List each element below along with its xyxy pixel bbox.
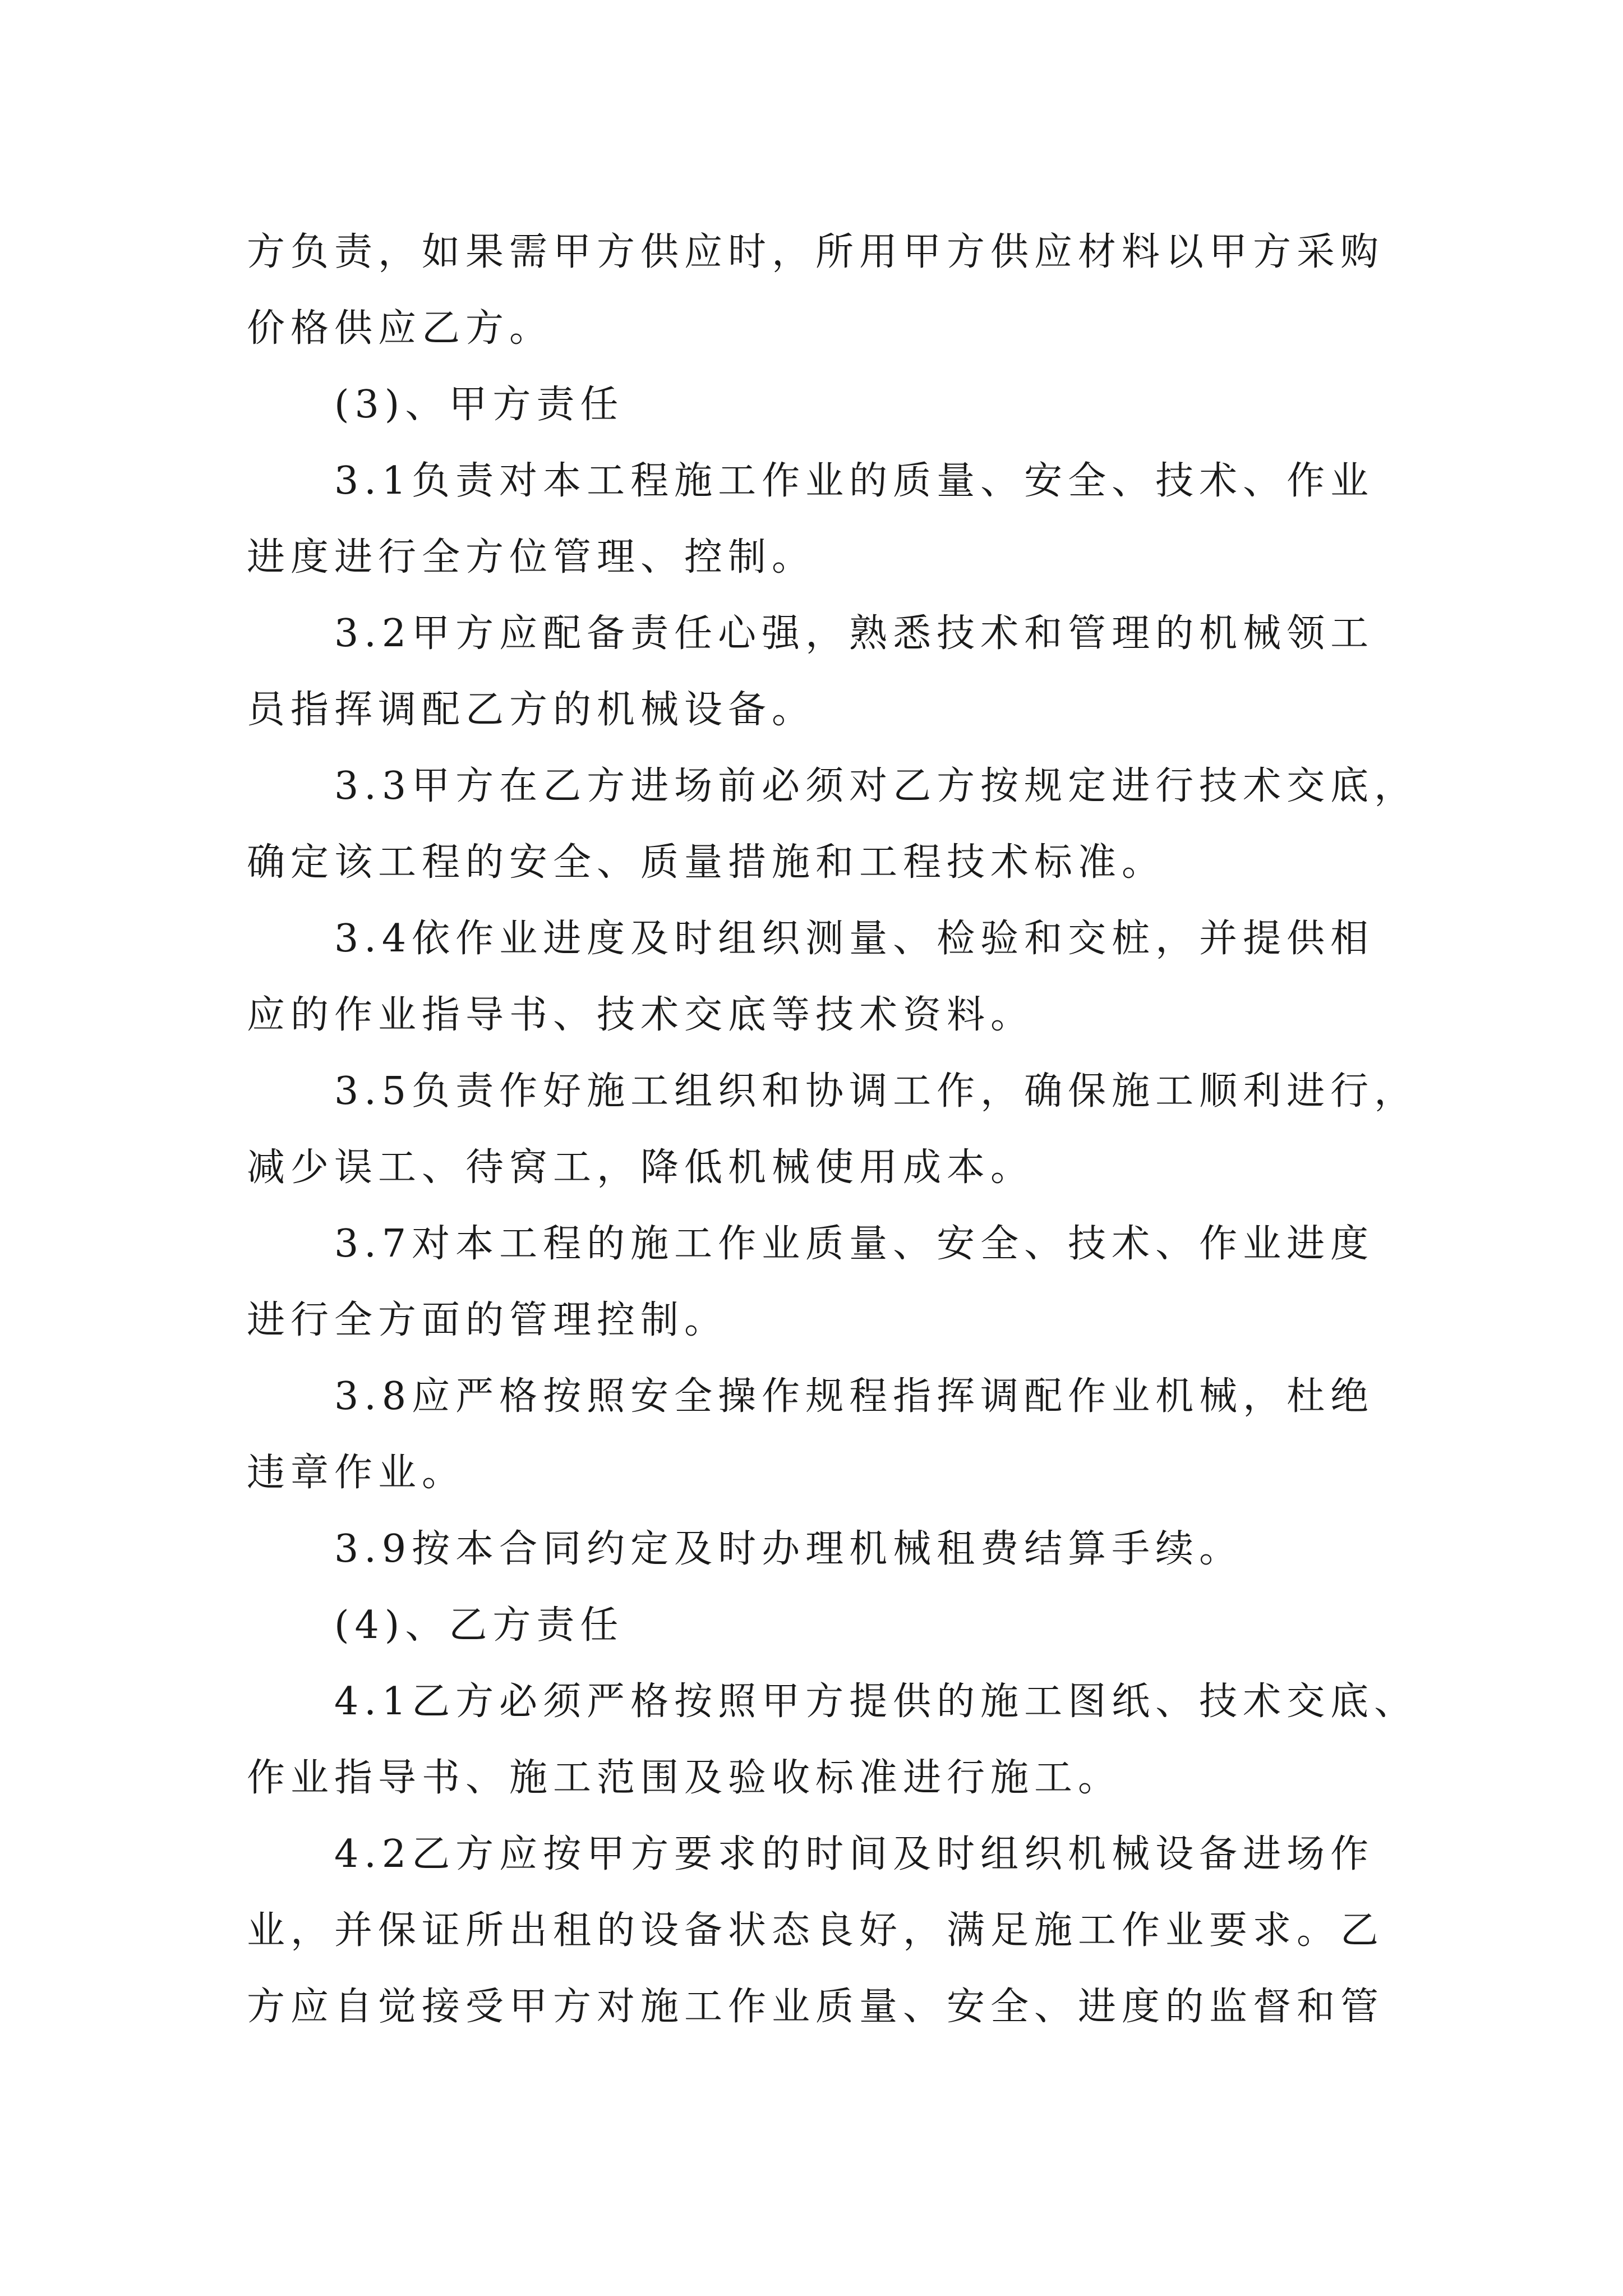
clause-4-2 [247,1816,1391,2045]
clause-3-1 [247,443,1391,596]
text-line: 价格供应乙方。 [247,306,554,351]
text-line: 业，并保证所出租的设备状态良好，满足施工作业要求。乙 [247,1908,1385,1953]
text-line: 3.7对本工程的施工作业质量、安全、技术、作业进度 [334,1222,1375,1266]
document-body [247,214,1418,2045]
text-line: 进行全方面的管理控制。 [247,1298,728,1342]
text-line: 3.4依作业进度及时组织测量、检验和交桩，并提供相 [334,917,1375,961]
text-line: 4.1乙方必须严格按照甲方提供的施工图纸、技术交底、 [334,1680,1418,1724]
clause-3-8 [247,1359,1391,1511]
text-line: 应的作业指导书、技术交底等技术资料。 [247,993,1035,1037]
text-line: 3.1负责对本工程施工作业的质量、安全、技术、作业 [334,459,1375,503]
clause-3-3 [247,748,1418,901]
clause-3-7 [247,1206,1391,1359]
text-line: 3.2甲方应配备责任心强，熟悉技术和管理的机械领工 [334,611,1375,656]
text-line: 4.2乙方应按甲方要求的时间及时组织机械设备进场作 [334,1832,1375,1876]
text-line: 方应自觉接受甲方对施工作业质量、安全、进度的监督和管 [247,1985,1385,2029]
text-line: 3.3甲方在乙方进场前必须对乙方按规定进行技术交底， [334,764,1418,808]
text-line: (4)、乙方责任 [334,1603,624,1648]
clause-3-5 [247,1053,1418,1206]
text-line: (3)、甲方责任 [334,383,624,427]
text-line: 进度进行全方位管理、控制。 [247,535,816,579]
clause-3-4 [247,901,1391,1053]
text-line: 方负责，如果需甲方供应时，所用甲方供应材料以甲方采购 [247,230,1385,274]
text-line: 违章作业。 [247,1451,466,1495]
paragraph-continuation [247,214,1391,367]
clause-4-1 [247,1664,1418,1816]
text-line: 3.8应严格按照安全操作规程指挥调配作业机械，杜绝 [334,1374,1375,1419]
text-line: 员指挥调配乙方的机械设备。 [247,688,816,732]
text-line: 3.5负责作好施工组织和协调工作，确保施工顺利进行， [334,1069,1418,1114]
text-line: 确定该工程的安全、质量措施和工程技术标准。 [247,840,1166,885]
text-line: 3.9按本合同约定及时办理机械租费结算手续。 [334,1527,1243,1571]
text-line: 减少误工、待窝工，降低机械使用成本。 [247,1145,1035,1190]
section-heading-party-b [247,1588,1391,1664]
section-heading-party-a [247,367,1391,443]
text-line: 作业指导书、施工范围及验收标准进行施工。 [247,1756,1122,1800]
clause-3-2 [247,596,1391,748]
clause-3-9 [247,1511,1391,1588]
